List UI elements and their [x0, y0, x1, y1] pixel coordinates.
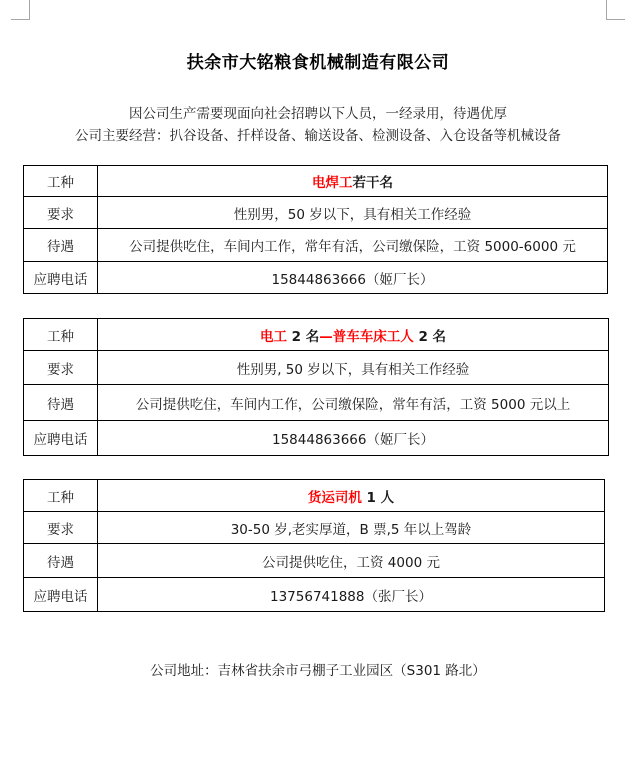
label-benefits: 待遇 — [24, 229, 98, 262]
job-benefits: 公司提供吃住，车间内工作，公司缴保险，常年有活，工资 5000 元以上 — [98, 385, 609, 421]
job-phone: 15844863666（姬厂长） — [98, 262, 608, 294]
job-benefits: 公司提供吃住，车间内工作，常年有活，公司缴保险，工资 5000-6000 元 — [98, 229, 608, 262]
job-title-highlight: —普车车床工人 — [319, 328, 414, 345]
table-row-benefits — [24, 229, 608, 262]
label-requirements: 要求 — [24, 197, 98, 229]
page-corner-mark-left — [11, 0, 30, 20]
table-row-phone — [24, 421, 609, 456]
job-benefits: 公司提供吃住，工资 4000 元 — [98, 544, 605, 578]
label-job-type: 工种 — [24, 480, 98, 512]
label-requirements: 要求 — [24, 512, 98, 544]
label-job-type: 工种 — [24, 166, 98, 197]
table-row-job-type — [24, 319, 609, 351]
company-title: 扶余市大铭粮食机械制造有限公司 — [186, 53, 450, 73]
label-requirements: 要求 — [24, 351, 98, 385]
job-requirements: 性别男, 50 岁以下，具有相关工作经验 — [98, 351, 609, 385]
page-corner-mark-right — [606, 0, 625, 20]
job-table-welder — [23, 165, 608, 294]
job-title-count: 2 名 — [413, 328, 447, 345]
label-phone: 应聘电话 — [24, 578, 98, 612]
intro-business-line: 公司主要经营：扒谷设备、扦样设备、输送设备、检测设备、入仓设备等机械设备 — [75, 128, 561, 144]
job-title-count: 若干名 — [352, 175, 393, 191]
job-requirements: 性别男，50 岁以下，具有相关工作经验 — [98, 197, 608, 229]
label-job-type: 工种 — [24, 319, 98, 351]
job-title-highlight: 货运司机 — [307, 489, 362, 506]
table-row-job-type — [24, 480, 605, 512]
job-requirements: 30-50 岁,老实厚道，B 票,5 年以上驾龄 — [98, 512, 605, 544]
table-row-requirements — [24, 197, 608, 229]
job-table-electrician-lathe — [23, 318, 609, 456]
job-title-count: 1 人 — [361, 489, 395, 506]
job-title-count: 2 名 — [286, 328, 320, 345]
table-row-phone — [24, 262, 608, 294]
table-row-requirements — [24, 512, 605, 544]
job-title-highlight: 电工 — [259, 328, 287, 345]
job-table-truck-driver — [23, 479, 605, 612]
label-benefits: 待遇 — [24, 544, 98, 578]
intro-recruitment-line: 因公司生产需要现面向社会招聘以下人员，一经录用，待遇优厚 — [129, 106, 507, 122]
table-row-requirements — [24, 351, 609, 385]
label-benefits: 待遇 — [24, 385, 98, 421]
company-address: 公司地址：吉林省扶余市弓棚子工业园区（S301 路北） — [150, 663, 486, 679]
job-phone: 13756741888（张厂长） — [98, 578, 605, 612]
table-row-job-type — [24, 166, 608, 197]
job-title — [98, 166, 608, 197]
table-row-benefits — [24, 544, 605, 578]
label-phone: 应聘电话 — [24, 262, 98, 294]
table-row-benefits — [24, 385, 609, 421]
job-title — [98, 319, 609, 351]
label-phone: 应聘电话 — [24, 421, 98, 456]
job-title-highlight: 电焊工 — [312, 175, 353, 191]
job-title — [98, 480, 605, 512]
table-row-phone — [24, 578, 605, 612]
job-phone: 15844863666（姬厂长） — [98, 421, 609, 456]
